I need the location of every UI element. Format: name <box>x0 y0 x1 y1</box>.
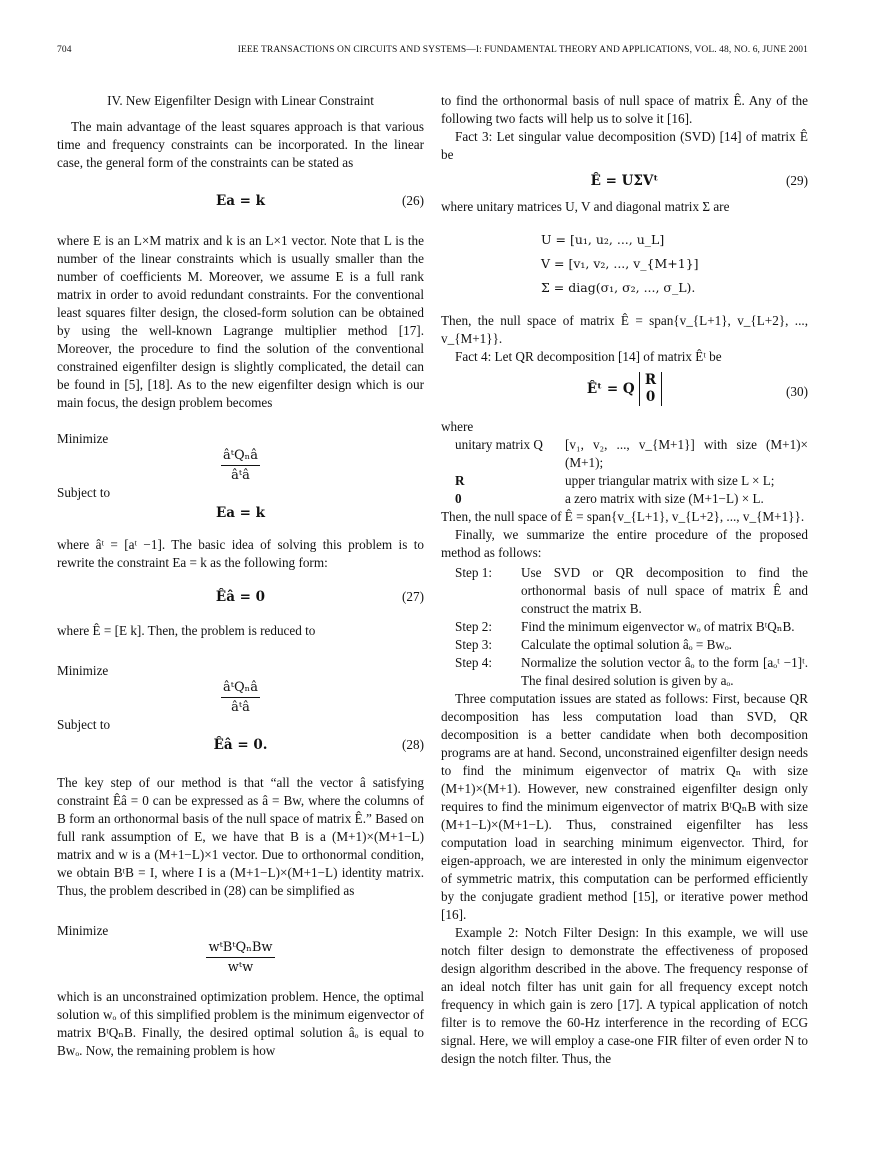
objective-fraction <box>221 448 260 483</box>
equation-body: Êâ = 0. <box>213 737 268 753</box>
definition-term: unitary matrix Q <box>455 437 543 452</box>
paragraph: where âᵗ = [aᵗ −1]. The basic idea of solving this problem is to rewrite the constraint Ea = k as the following form: <box>57 537 424 570</box>
minimize-label: Minimize <box>57 431 109 446</box>
step-text: Find the minimum eigenvector wₒ of matrix BᵗQₙB. <box>521 619 795 634</box>
equation-number: (27) <box>402 589 424 604</box>
paragraph: where Ê = [E k]. Then, the problem is reduced to <box>57 623 316 638</box>
objective-fraction <box>206 940 274 975</box>
step-label: Step 4: <box>455 655 492 670</box>
fraction-numerator: âᵗQₙâ <box>221 680 260 698</box>
paragraph: The main advantage of the least squares approach is that various time and frequency constraints can be incorporated. In the linear case, the general form of the constraints can be stated as <box>57 119 424 170</box>
equation-30 <box>441 372 808 412</box>
qr-definitions <box>441 436 808 508</box>
equation-number: (26) <box>402 193 424 208</box>
equation-number: (30) <box>786 384 808 399</box>
left-column <box>57 92 424 1060</box>
definition-term: 0 <box>455 491 462 506</box>
step-label: Step 1: <box>455 565 492 580</box>
paragraph: The key step of our method is that “all the vector â satisfying constraint Êâ = 0 can be expressed as â = Bw, where the columns of B form an orthonormal basis of the null space of matrix Ê.” Based on full rank assumption of E, we have that B is a (M+1)×(M+1−L) matrix and w is a (M+1−L)×1 vector. Due to orthonormal condition, we obtain BᵗB = I, where I is a (M+1−L)×(M+1−L) identity matrix. Thus, the problem described in (28) can be simplified as <box>57 775 424 898</box>
equation-28 <box>57 736 424 754</box>
block-matrix <box>639 372 662 406</box>
definition-row <box>455 490 808 508</box>
right-column <box>441 92 808 1068</box>
equation-number: (28) <box>402 737 424 752</box>
equation-lhs: Êᵗ = Q <box>586 381 635 397</box>
where-label: where <box>441 419 474 434</box>
equation-27 <box>57 588 424 606</box>
paragraph: where unitary matrices U, V and diagonal matrix Σ are <box>441 199 730 214</box>
procedure-step <box>441 564 808 618</box>
equation-body: Êâ = 0 <box>215 589 266 605</box>
paragraph: to find the orthonormal basis of null space of matrix Ê. Any of the following two facts will help us to solve it [16]. <box>441 93 808 126</box>
step-text: Normalize the solution vector âₒ to the form [aₒᵗ −1]ᵗ. The final desired solution is given by aₒ. <box>521 655 808 688</box>
problem-block-2 <box>57 662 424 754</box>
procedure-step <box>441 654 808 690</box>
svd-definitions <box>541 228 808 300</box>
page-number: 704 <box>57 45 72 55</box>
procedure-steps <box>441 564 808 690</box>
paragraph: which is an unconstrained optimization problem. Hence, the optimal solution wₒ of this simplified problem is the minimum eigenvector of matrix BᵗQₙB. Finally, the desired optimal solution âₒ is equal to Bwₒ. Now, the remaining problem is how <box>57 989 424 1058</box>
step-text: Calculate the optimal solution âₒ = Bwₒ. <box>521 637 732 652</box>
equation-26 <box>57 192 424 210</box>
subject-to-label: Subject to <box>57 485 111 500</box>
svd-U: U = [u₁, u₂, ..., u_L] <box>541 232 665 247</box>
definition-row <box>455 472 808 490</box>
running-header: IEEE TRANSACTIONS ON CIRCUITS AND SYSTEMS—I: FUNDAMENTAL THEORY AND APPLICATIONS, VOL. 48, NO. 6, JUNE 2001 <box>237 45 808 55</box>
constraint: Ea = k <box>215 505 266 521</box>
subject-to-label: Subject to <box>57 717 111 732</box>
paragraph: Three computation issues are stated as follows: First, because QR decomposition has less computation load than SVD, QR decomposition is a better candidate when both decomposition programs are at hand. Second, unconstrained eigenfilter design needs to find the minimum eigenvector of matrix Qₙ with size (M+1)×(M+1). However, new constrained eigenfilter design only requires to find the minimum eigenvector of matrix BᵗQₙB with size (M+1−L)×(M+1−L). Thus, constrained eigenfilter has less computation load in searching minimum eigenvector. Third, for eigen-approach, we are interested in only the minimum eigenvector of symmetric matrix, this computation can be performed efficiently by the conjugate gradient method [15], or iterative power method [16]. <box>441 691 808 922</box>
section-title: IV. New Eigenfilter Design with Linear Constraint <box>107 93 374 108</box>
definition-row <box>455 436 808 472</box>
paragraph: Then, the null space of matrix Ê = span{v_{L+1}, v_{L+2}, ..., v_{M+1}}. <box>441 313 808 346</box>
paragraph: Then, the null space of Ê = span{v_{L+1}, v_{L+2}, ..., v_{M+1}}. <box>441 509 805 524</box>
definition-text: a zero matrix with size (M+1−L) × L. <box>565 491 764 506</box>
minimize-label: Minimize <box>57 663 109 678</box>
step-label: Step 2: <box>455 619 492 634</box>
problem-block-3 <box>57 922 424 976</box>
svd-Sigma: Σ = diag(σ₁, σ₂, ..., σ_L). <box>541 280 696 295</box>
equation-body: Ê = UΣVᵗ <box>590 173 659 189</box>
equation-body: Ea = k <box>215 193 266 209</box>
fraction-denominator: âᵗâ <box>231 468 250 483</box>
fact-3: Fact 3: Let singular value decomposition (SVD) [14] of matrix Ê be <box>441 129 808 162</box>
fraction-numerator: âᵗQₙâ <box>221 448 260 466</box>
matrix-bottom: 0 <box>645 389 656 405</box>
fact-4: Fact 4: Let QR decomposition [14] of matrix Êᵗ be <box>455 349 722 364</box>
objective-fraction <box>221 680 260 715</box>
paragraph: where E is an L×M matrix and k is an L×1 vector. Note that L is the number of the linear constraints which is usually smaller than the number of coefficients M. Moreover, we assume E is a full rank matrix in order to avoid redundant constraints. For the conventional least squares filter design, the closed-form solution can be obtained by using the well-known Lagrange multiplier method [17]. Moreover, the procedure to find the solution of the conventional constrained eigenfilter design is slightly complicated, the detail can be found in [5], [18]. As to the new eigenfilter design which is our main focus, the design problem becomes <box>57 233 424 410</box>
step-label: Step 3: <box>455 637 492 652</box>
equation-29 <box>441 172 808 190</box>
definition-text: [v₁, v₂, ..., v_{M+1}] with size (M+1)× (M+1); <box>565 437 808 470</box>
equation-number: (29) <box>786 173 808 188</box>
fraction-numerator: wᵗBᵗQₙBw <box>206 940 274 958</box>
fraction-denominator: wᵗw <box>227 960 254 975</box>
problem-block-1 <box>57 430 424 522</box>
step-text: Use SVD or QR decomposition to find the orthonormal basis of null space of matrix Ê and construct the matrix B. <box>521 565 808 616</box>
paragraph: Finally, we summarize the entire procedure of the proposed method as follows: <box>441 527 808 560</box>
svd-V: V = [v₁, v₂, ..., v_{M+1}] <box>541 256 699 271</box>
matrix-top: R <box>644 372 657 388</box>
definition-text: upper triangular matrix with size L × L; <box>565 473 775 488</box>
fraction-denominator: âᵗâ <box>231 700 250 715</box>
procedure-step <box>441 618 808 636</box>
definition-term: R <box>455 473 465 488</box>
procedure-step <box>441 636 808 654</box>
minimize-label: Minimize <box>57 923 109 938</box>
paragraph: Example 2: Notch Filter Design: In this example, we will use notch filter design to demonstrate the effectiveness of proposed design algorithm described in the above. The frequency response of an ideal notch filter has unit gain for all frequency except notch frequency in which gain is zero [17]. A typical application of notch filter is to remove the 60-Hz interference in the recording of ECG signal. Here, we will employ a case-one FIR filter of even order N to design the notch filter. Thus, the <box>441 925 808 1066</box>
